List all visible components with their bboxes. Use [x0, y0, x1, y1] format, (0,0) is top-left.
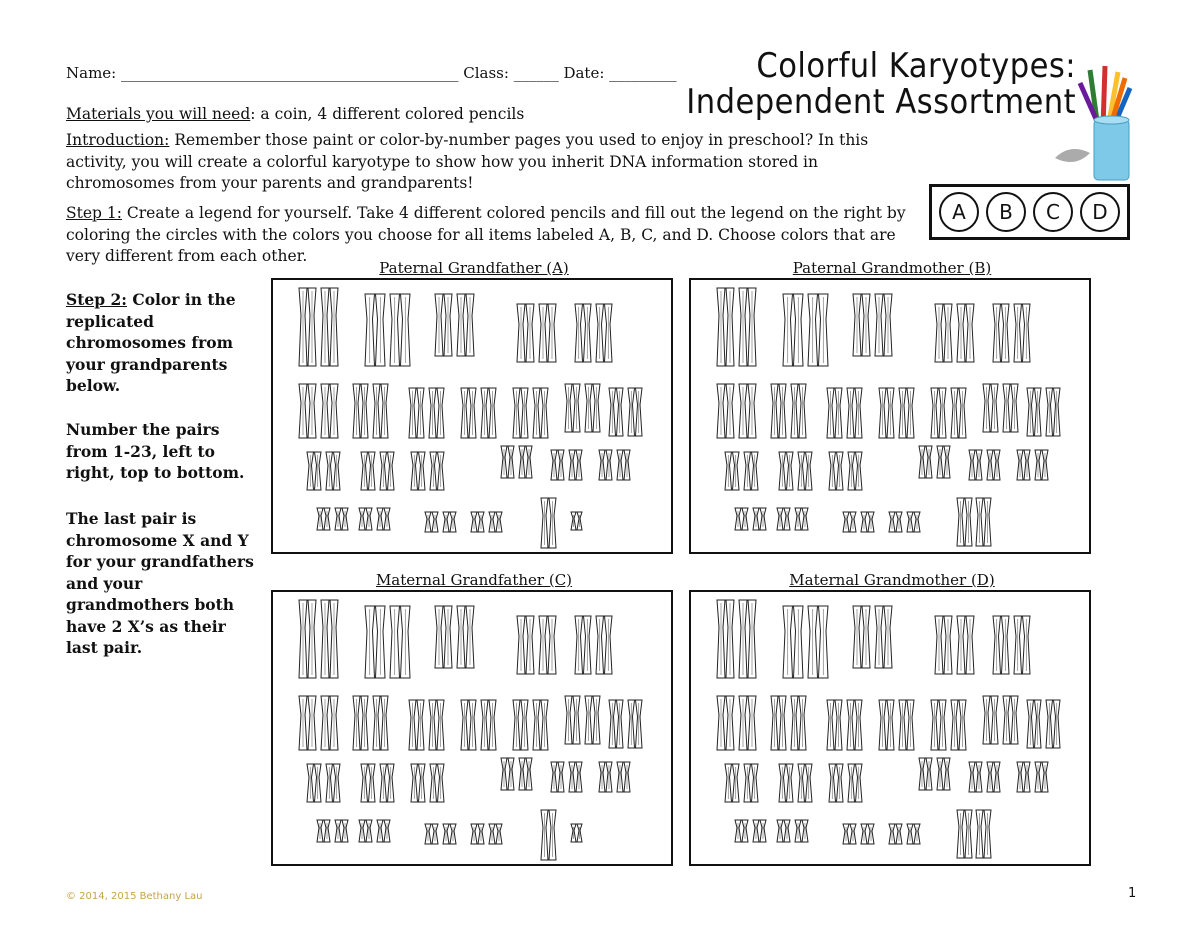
chromosome-pair-12[interactable]: [609, 700, 642, 748]
chromosome-pair-22[interactable]: [471, 512, 502, 532]
chromosome-pair-9[interactable]: [879, 388, 914, 438]
chromosome-pair-5[interactable]: [575, 616, 612, 674]
chromosome-pair-9[interactable]: [461, 700, 496, 750]
chromosome-pair-1[interactable]: [299, 288, 338, 366]
chromosome-pair-7[interactable]: [353, 696, 388, 750]
color-legend: [929, 184, 1130, 240]
chromosome-pair-16[interactable]: [919, 446, 950, 478]
pencil-cup-illustration: [1050, 58, 1135, 183]
karyotype-panel-maternal-grandfather[interactable]: [271, 590, 673, 866]
chromosome-pair-6[interactable]: [299, 384, 338, 438]
chromosome-pair-20[interactable]: [359, 820, 390, 842]
chromosome-pair-13[interactable]: [307, 764, 340, 802]
step1-paragraph: [66, 203, 906, 268]
chromosome-pair-18[interactable]: [1017, 762, 1048, 792]
chromosome-pair-19[interactable]: [317, 820, 348, 842]
chromosome-pair-3[interactable]: [853, 294, 892, 356]
chromosome-pair-2[interactable]: [783, 294, 828, 366]
chromosome-pair-7[interactable]: [353, 384, 388, 438]
introduction-text: Remember those paint or color-by-number pages you used to enjoy in preschool? In this activity, you will create a colorful karyotype to show how you inherit DNA information stored in chromosomes from your parents and grandparents!: [66, 131, 869, 192]
chromosome-pair-1[interactable]: [717, 600, 756, 678]
chromosome-pair-14[interactable]: [779, 764, 812, 802]
introduction-paragraph: [66, 130, 886, 195]
chromosome-pair-18[interactable]: [599, 450, 630, 480]
chromosome-pair-4[interactable]: [517, 304, 556, 362]
chromosome-pair-16[interactable]: [501, 446, 532, 478]
chromosome-pair-10[interactable]: [931, 700, 966, 750]
chromosome-pair-19[interactable]: [735, 508, 766, 530]
chromosome-pair-19[interactable]: [735, 820, 766, 842]
karyotype-panel-paternal-grandmother[interactable]: [689, 278, 1091, 554]
title-line-1: Colorful Karyotypes:: [756, 46, 1076, 86]
step1-label: Step 1:: [66, 204, 122, 222]
chromosome-pair-10[interactable]: [513, 388, 548, 438]
chromosome-pair-2[interactable]: [365, 606, 410, 678]
chromosome-pair-3[interactable]: [435, 606, 474, 668]
step1-text: Create a legend for yourself. Take 4 different colored pencils and fill out the legend on the right by coloring the circles with the colors you choose for all items labeled A, B, C, and D. Choose colors that are very different from each other.: [66, 204, 906, 265]
chromosome-pair-21[interactable]: [425, 824, 456, 844]
title-line-2: Independent Assortment: [686, 82, 1076, 122]
legend-circle-c[interactable]: C: [1033, 192, 1073, 232]
chromosome-set: [273, 280, 671, 552]
chromosome-pair-20[interactable]: [777, 508, 808, 530]
chromosome-pair-13[interactable]: [725, 452, 758, 490]
chromosome-pair-11[interactable]: [565, 696, 600, 744]
chromosome-pair-23[interactable]: [541, 498, 582, 548]
panel-title-maternal-grandfather: Maternal Grandfather (C): [375, 571, 573, 589]
chromosome-pair-12[interactable]: [609, 388, 642, 436]
chromosome-pair-15[interactable]: [829, 764, 862, 802]
chromosome-pair-9[interactable]: [461, 388, 496, 438]
panel-title-paternal-grandmother: Paternal Grandmother (B): [792, 259, 992, 277]
chromosome-pair-13[interactable]: [725, 764, 758, 802]
chromosome-pair-12[interactable]: [1027, 700, 1060, 748]
chromosome-pair-6[interactable]: [299, 696, 338, 750]
chromosome-pair-10[interactable]: [513, 700, 548, 750]
last-pair-instruction: The last pair is chromosome X and Y for your grandfathers and your grandmothers both have 2 X’s as their last pair.: [66, 509, 254, 657]
chromosome-pair-17[interactable]: [551, 762, 582, 792]
materials-text: : a coin, 4 different colored pencils: [250, 105, 525, 123]
chromosome-pair-6[interactable]: [717, 384, 756, 438]
legend-circle-a[interactable]: A: [939, 192, 979, 232]
materials-label: Materials you will need: [66, 105, 251, 123]
chromosome-pair-15[interactable]: [829, 452, 862, 490]
chromosome-pair-17[interactable]: [969, 450, 1000, 480]
chromosome-pair-12[interactable]: [1027, 388, 1060, 436]
chromosome-pair-22[interactable]: [471, 824, 502, 844]
chromosome-pair-22[interactable]: [889, 512, 920, 532]
chromosome-pair-21[interactable]: [425, 512, 456, 532]
chromosome-pair-23[interactable]: [957, 810, 991, 858]
chromosome-pair-13[interactable]: [307, 452, 340, 490]
chromosome-pair-6[interactable]: [717, 696, 756, 750]
chromosome-pair-2[interactable]: [783, 606, 828, 678]
chromosome-pair-1[interactable]: [299, 600, 338, 678]
chromosome-pair-3[interactable]: [435, 294, 474, 356]
name-class-date-line: Name: _____________________________________________ Class: ______ Date: _________: [66, 64, 677, 82]
chromosome-pair-17[interactable]: [551, 450, 582, 480]
step2-label: Step 2:: [66, 290, 127, 309]
chromosome-pair-7[interactable]: [771, 696, 806, 750]
step2-paragraph: [66, 289, 266, 397]
legend-circle-b[interactable]: B: [986, 192, 1026, 232]
chromosome-pair-5[interactable]: [993, 616, 1030, 674]
chromosome-pair-23[interactable]: [957, 498, 991, 546]
chromosome-pair-10[interactable]: [931, 388, 966, 438]
chromosome-pair-4[interactable]: [935, 616, 974, 674]
chromosome-pair-11[interactable]: [983, 384, 1018, 432]
materials-paragraph: [66, 104, 926, 126]
chromosome-pair-3[interactable]: [853, 606, 892, 668]
chromosome-pair-20[interactable]: [359, 508, 390, 530]
chromosome-pair-23[interactable]: [541, 810, 582, 860]
chromosome-pair-14[interactable]: [361, 764, 394, 802]
chromosome-pair-16[interactable]: [919, 758, 950, 790]
chromosome-pair-4[interactable]: [935, 304, 974, 362]
chromosome-pair-7[interactable]: [771, 384, 806, 438]
chromosome-pair-17[interactable]: [969, 762, 1000, 792]
legend-circle-d[interactable]: D: [1080, 192, 1120, 232]
karyotype-panel-paternal-grandfather[interactable]: [271, 278, 673, 554]
chromosome-pair-15[interactable]: [411, 764, 444, 802]
chromosome-pair-8[interactable]: [827, 388, 862, 438]
chromosome-set: [691, 592, 1089, 864]
chromosome-pair-19[interactable]: [317, 508, 348, 530]
karyotype-panel-maternal-grandmother[interactable]: [689, 590, 1091, 866]
chromosome-pair-18[interactable]: [599, 762, 630, 792]
chromosome-pair-5[interactable]: [575, 304, 612, 362]
chromosome-pair-8[interactable]: [827, 700, 862, 750]
panel-title-paternal-grandfather: Paternal Grandfather (A): [379, 259, 569, 277]
chromosome-pair-21[interactable]: [843, 824, 874, 844]
chromosome-pair-8[interactable]: [409, 700, 444, 750]
introduction-label: Introduction:: [66, 131, 170, 149]
chromosome-pair-9[interactable]: [879, 700, 914, 750]
chromosome-pair-8[interactable]: [409, 388, 444, 438]
step2-text: Color in the replicated chromosomes from your grandparents below.: [66, 290, 236, 395]
chromosome-pair-1[interactable]: [717, 288, 756, 366]
chromosome-set: [691, 280, 1089, 552]
chromosome-pair-11[interactable]: [983, 696, 1018, 744]
chromosome-pair-5[interactable]: [993, 304, 1030, 362]
chromosome-pair-18[interactable]: [1017, 450, 1048, 480]
panel-title-maternal-grandmother: Maternal Grandmother (D): [789, 571, 995, 589]
chromosome-pair-14[interactable]: [361, 452, 394, 490]
chromosome-pair-21[interactable]: [843, 512, 874, 532]
chromosome-pair-11[interactable]: [565, 384, 600, 432]
chromosome-pair-14[interactable]: [779, 452, 812, 490]
chromosome-pair-4[interactable]: [517, 616, 556, 674]
page-number: 1: [1128, 886, 1137, 901]
chromosome-pair-15[interactable]: [411, 452, 444, 490]
chromosome-pair-20[interactable]: [777, 820, 808, 842]
chromosome-pair-16[interactable]: [501, 758, 532, 790]
chromosome-set: [273, 592, 671, 864]
numbering-instruction: Number the pairs from 1-23, left to right, top to bottom.: [66, 420, 245, 482]
copyright-notice: © 2014, 2015 Bethany Lau: [66, 891, 203, 902]
chromosome-pair-22[interactable]: [889, 824, 920, 844]
chromosome-pair-2[interactable]: [365, 294, 410, 366]
